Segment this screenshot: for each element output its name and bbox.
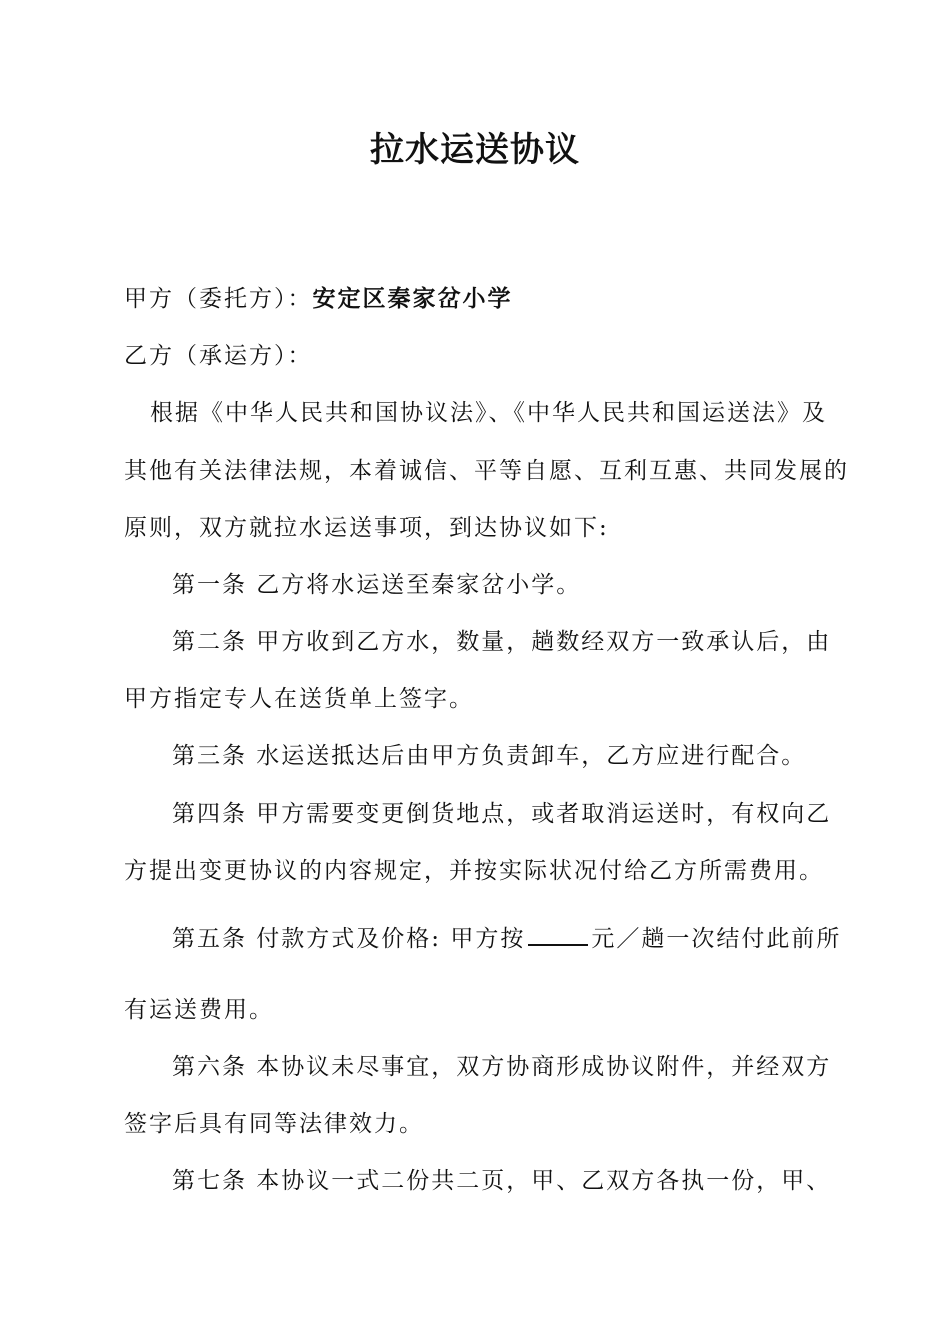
party-a-line	[124, 280, 513, 313]
price-blank	[528, 922, 588, 946]
article-5-text-b: 元／趟一次结付此前所	[591, 926, 842, 952]
article-4-line: 第四条 甲方需要变更倒货地点，或者取消运送时，有权向乙	[172, 801, 832, 827]
article-4-line: 方提出变更协议的内容规定，并按实际状况付给乙方所需费用。	[124, 858, 824, 884]
article-2-line: 第二条 甲方收到乙方水，数量，趟数经双方一致承认后，由	[172, 629, 832, 655]
party-a-label: 甲方（委托方）：	[124, 286, 313, 312]
article-5-line-2: 有运送费用。	[124, 997, 274, 1023]
intro-line: 其他有关法律法规，本着诚信、平等自愿、互利互惠、共同发展的	[124, 458, 849, 484]
article-5-text-a: 第五条 付款方式及价格: 甲方按	[172, 926, 526, 952]
article-6-line: 签字后具有同等法律效力。	[124, 1111, 424, 1137]
article-2-line: 甲方指定专人在送货单上签字。	[124, 686, 474, 712]
intro-line: 根据《中华人民共和国协议法》、《中华人民共和国运送法》及	[150, 400, 827, 426]
article-1: 第一条 乙方将水运送至秦家岔小学。	[172, 572, 582, 598]
document-title: 拉水运送协议	[370, 130, 580, 170]
article-7-line: 第七条 本协议一式二份共二页，甲、乙双方各执一份，甲、	[172, 1168, 832, 1194]
intro-line: 原则，双方就拉水运送事项，到达协议如下:	[124, 515, 609, 541]
article-5-line	[172, 920, 841, 953]
party-b-label: 乙方（承运方）：	[124, 343, 313, 369]
party-a-name: 安定区秦家岔小学	[312, 285, 513, 312]
article-3: 第三条 水运送抵达后由甲方负责卸车，乙方应进行配合。	[172, 743, 807, 769]
article-6-line: 第六条 本协议未尽事宜，双方协商形成协议附件，并经双方	[172, 1054, 832, 1080]
